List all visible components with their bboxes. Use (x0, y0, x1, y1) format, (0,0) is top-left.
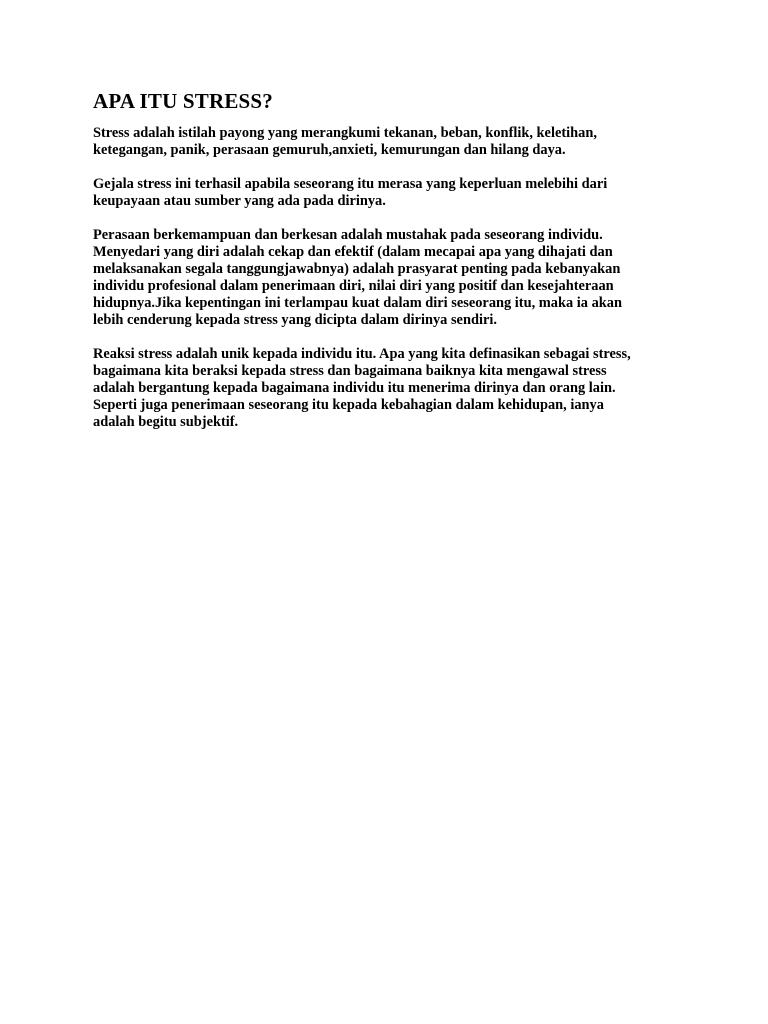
paragraph-line: Menyedari yang diri adalah cekap dan efektif (dalam mecapai apa yang dihajati dan (93, 244, 613, 260)
paragraph-line: Gejala stress ini terhasil apabila seseorang itu merasa yang keperluan melebihi dari (93, 176, 608, 192)
paragraph-line: individu profesional dalam penerimaan diri, nilai diri yang positif dan kesejahteraan (93, 278, 614, 294)
paragraph-definition (93, 125, 683, 159)
paragraph-line: ketegangan, panik, perasaan gemuruh,anxieti, kemurungan dan hilang daya. (93, 142, 566, 158)
document-body (93, 88, 683, 448)
paragraph-reaction (93, 346, 683, 431)
paragraph-line: hidupnya.Jika kepentingan ini terlampau kuat dalam diri seseorang itu, maka ia akan (93, 295, 622, 311)
paragraph-line: Reaksi stress adalah unik kepada individu itu. Apa yang kita definasikan sebagai stress, (93, 346, 631, 362)
paragraph-line: melaksanakan segala tanggungjawabnya) adalah prasyarat penting pada kebanyakan (93, 261, 621, 277)
paragraph-line: Perasaan berkemampuan dan berkesan adalah mustahak pada seseorang individu. (93, 227, 603, 243)
document-title: APA ITU STRESS? (93, 89, 274, 113)
paragraph-line: bagaimana kita beraksi kepada stress dan bagaimana baiknya kita mengawal stress (93, 363, 607, 379)
paragraph-line: keupayaan atau sumber yang ada pada dirinya. (93, 193, 386, 209)
paragraph-line: Stress adalah istilah payong yang merangkumi tekanan, beban, konflik, keletihan, (93, 125, 597, 141)
paragraph-line: lebih cenderung kepada stress yang dicipta dalam dirinya sendiri. (93, 312, 497, 328)
paragraph-line: adalah bergantung kepada bagaimana individu itu menerima dirinya dan orang lain. (93, 380, 616, 396)
paragraph-line: adalah begitu subjektif. (93, 414, 239, 430)
paragraph-symptoms (93, 176, 683, 210)
paragraph-competence (93, 227, 683, 329)
paragraph-line: Seperti juga penerimaan seseorang itu kepada kebahagian dalam kehidupan, ianya (93, 397, 604, 413)
